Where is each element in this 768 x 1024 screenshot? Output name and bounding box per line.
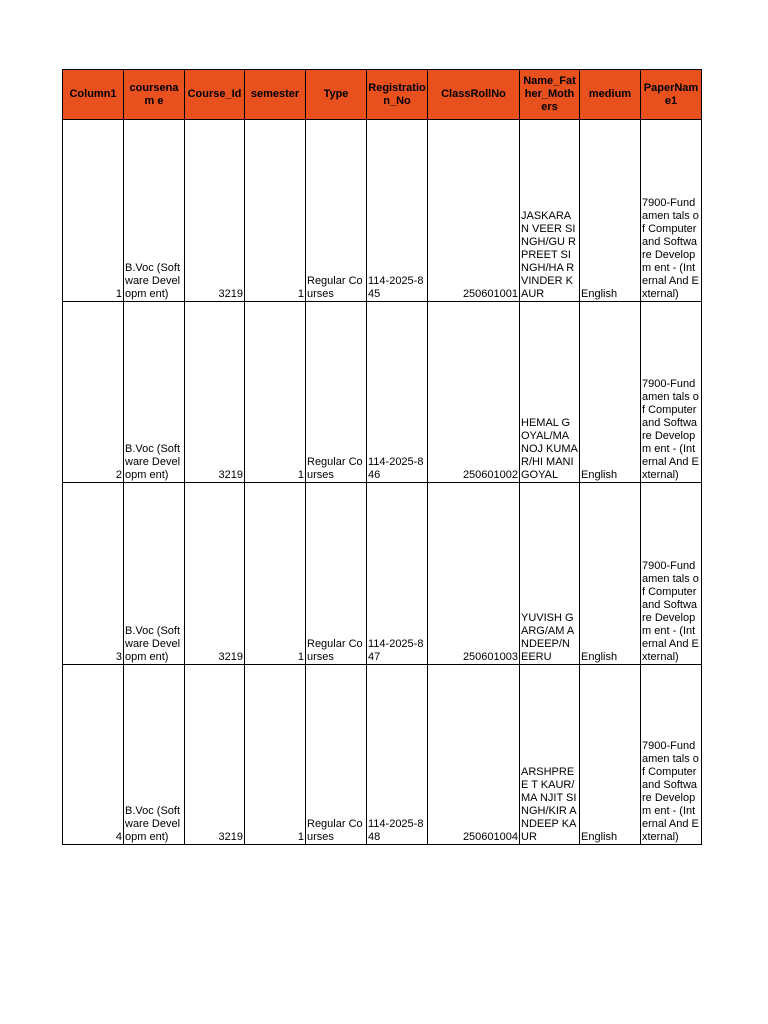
header-type[interactable]: Type [306, 70, 367, 120]
cell-column1[interactable]: 2 [63, 302, 124, 483]
header-row [63, 70, 702, 120]
cell-medium[interactable]: English [580, 120, 641, 302]
cell-name-father-mothers[interactable]: ARSHPREE T KAUR/MA NJIT SINGH/KIR ANDEEP KAUR [520, 665, 580, 845]
cell-course-id[interactable]: 3219 [185, 302, 245, 483]
data-table [62, 69, 702, 845]
header-semester[interactable]: semester [245, 70, 306, 120]
cell-type[interactable]: Regular Courses [306, 483, 367, 665]
cell-coursename[interactable]: B.Voc (Software Developm ent) [124, 120, 185, 302]
header-classrollno[interactable]: ClassRollNo [428, 70, 520, 120]
cell-column1[interactable]: 4 [63, 665, 124, 845]
cell-course-id[interactable]: 3219 [185, 120, 245, 302]
cell-column1[interactable]: 1 [63, 120, 124, 302]
cell-classrollno[interactable]: 250601003 [428, 483, 520, 665]
cell-course-id[interactable]: 3219 [185, 665, 245, 845]
header-name-father-mothers[interactable]: Name_Fat her_Moth ers [520, 70, 580, 120]
cell-registration-no[interactable]: 114-2025-846 [367, 302, 428, 483]
cell-classrollno[interactable]: 250601004 [428, 665, 520, 845]
cell-semester[interactable]: 1 [245, 665, 306, 845]
cell-registration-no[interactable]: 114-2025-845 [367, 120, 428, 302]
cell-semester[interactable]: 1 [245, 120, 306, 302]
cell-name-father-mothers[interactable]: YUVISH GARG/AM ANDEEP/N EERU [520, 483, 580, 665]
header-coursename[interactable]: coursenam e [124, 70, 185, 120]
table-row [63, 302, 702, 483]
cell-classrollno[interactable]: 250601002 [428, 302, 520, 483]
cell-papername1[interactable]: 7900-Fundamen tals of Computer and Software Developm ent - (Internal And External) [641, 483, 702, 665]
cell-name-father-mothers[interactable]: HEMAL GOYAL/MA NOJ KUMAR/HI MANI GOYAL [520, 302, 580, 483]
cell-registration-no[interactable]: 114-2025-847 [367, 483, 428, 665]
table-row [63, 483, 702, 665]
cell-coursename[interactable]: B.Voc (Software Developm ent) [124, 302, 185, 483]
cell-type[interactable]: Regular Courses [306, 120, 367, 302]
cell-coursename[interactable]: B.Voc (Software Developm ent) [124, 665, 185, 845]
cell-type[interactable]: Regular Courses [306, 665, 367, 845]
header-medium[interactable]: medium [580, 70, 641, 120]
cell-course-id[interactable]: 3219 [185, 483, 245, 665]
cell-medium[interactable]: English [580, 302, 641, 483]
cell-semester[interactable]: 1 [245, 302, 306, 483]
cell-column1[interactable]: 3 [63, 483, 124, 665]
cell-semester[interactable]: 1 [245, 483, 306, 665]
table-row [63, 665, 702, 845]
cell-registration-no[interactable]: 114-2025-848 [367, 665, 428, 845]
cell-medium[interactable]: English [580, 665, 641, 845]
cell-type[interactable]: Regular Courses [306, 302, 367, 483]
cell-papername1[interactable]: 7900-Fundamen tals of Computer and Software Developm ent - (Internal And External) [641, 302, 702, 483]
header-papername1[interactable]: PaperNam e1 [641, 70, 702, 120]
cell-classrollno[interactable]: 250601001 [428, 120, 520, 302]
header-column1[interactable]: Column1 [63, 70, 124, 120]
cell-name-father-mothers[interactable]: JASKARAN VEER SINGH/GU RPREET SINGH/HA RVINDER KAUR [520, 120, 580, 302]
table-row [63, 120, 702, 302]
header-course-id[interactable]: Course_Id [185, 70, 245, 120]
cell-papername1[interactable]: 7900-Fundamen tals of Computer and Software Developm ent - (Internal And External) [641, 665, 702, 845]
cell-medium[interactable]: English [580, 483, 641, 665]
header-registration-no[interactable]: Registratio n_No [367, 70, 428, 120]
cell-coursename[interactable]: B.Voc (Software Developm ent) [124, 483, 185, 665]
cell-papername1[interactable]: 7900-Fundamen tals of Computer and Software Developm ent - (Internal And External) [641, 120, 702, 302]
